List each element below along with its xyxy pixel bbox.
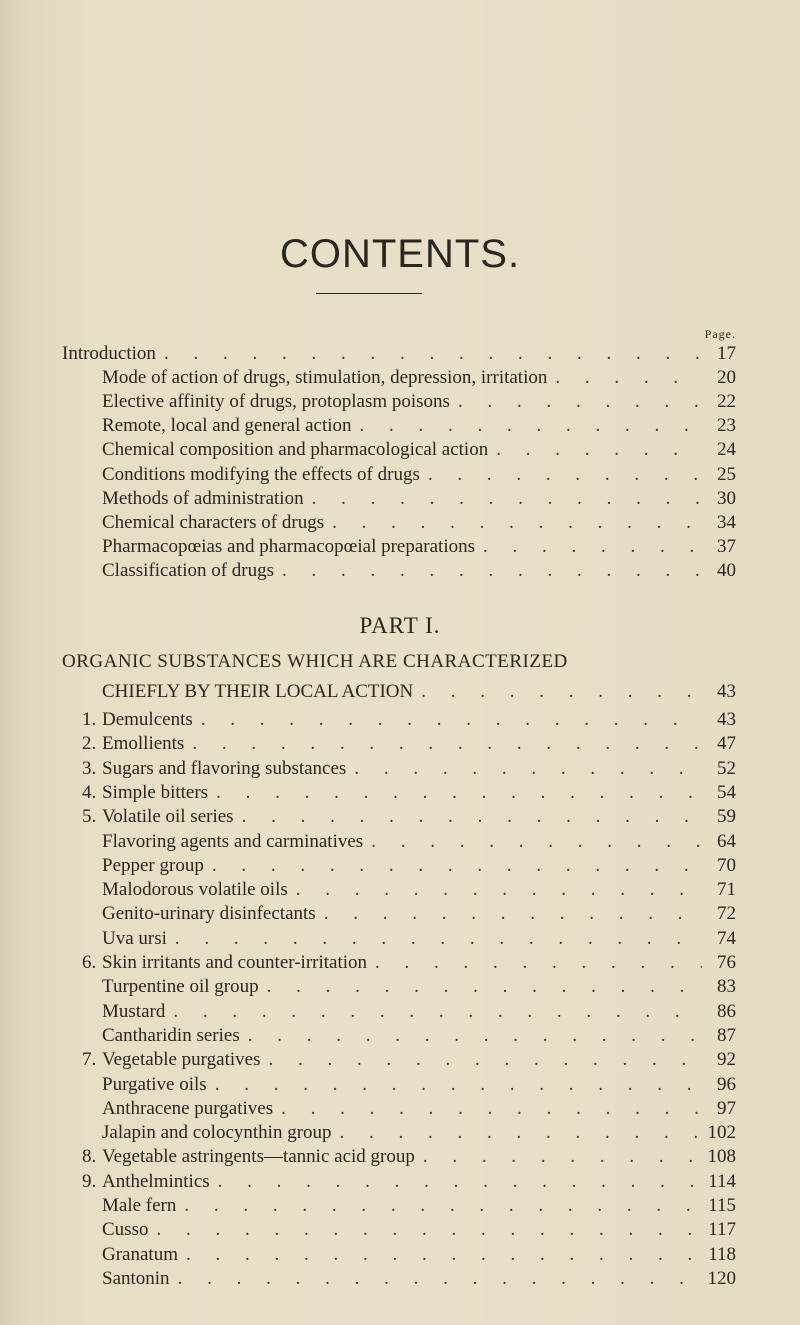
leader-dots: [170, 1266, 702, 1292]
section-heading-page: 43: [717, 681, 736, 702]
toc-entry-page: 70: [717, 854, 736, 876]
toc-entry-page: 40: [717, 559, 736, 581]
toc-entry-number: 4.: [82, 781, 97, 803]
leader-dots: [488, 437, 702, 463]
toc-entry: [102, 1120, 736, 1146]
toc-entry-label: Vegetable purgatives: [102, 1049, 261, 1071]
toc-entry-label: Introduction: [62, 343, 156, 364]
leader-dots: [207, 1072, 702, 1098]
leader-dots: [204, 853, 702, 879]
toc-entry: [82, 804, 736, 830]
toc-entry: [102, 462, 736, 488]
toc-entry-number: 8.: [82, 1146, 97, 1168]
toc-entry-label: Pepper group: [102, 854, 204, 876]
toc-entry: [102, 534, 736, 560]
toc-entry: [82, 1169, 736, 1195]
toc-entry-page: 34: [717, 511, 736, 533]
toc-entry: [102, 365, 736, 391]
section-heading-line1: ORGANIC SUBSTANCES WHICH ARE CHARACTERIZED: [62, 651, 568, 672]
toc-entry-page: 74: [717, 927, 736, 949]
toc-entry-page: 59: [717, 806, 736, 828]
leader-dots: [260, 1047, 702, 1073]
toc-entry: [82, 707, 736, 733]
toc-entry: [82, 780, 736, 806]
leader-dots: [324, 510, 702, 536]
toc-entry: [102, 1023, 736, 1049]
toc-entry: [102, 999, 736, 1025]
leader-dots: [167, 926, 702, 952]
toc-entry-page: 92: [717, 1049, 736, 1071]
toc-entry-page: 117: [708, 1219, 736, 1241]
toc-entry: [102, 974, 736, 1000]
toc-entry-label: Uva ursi: [102, 927, 167, 949]
toc-entry-label: Cusso: [102, 1219, 149, 1241]
leader-dots: [240, 1023, 702, 1049]
leader-dots: [259, 974, 702, 1000]
toc-entry-page: 43: [717, 709, 736, 730]
toc-entry-number: 3.: [82, 757, 97, 779]
leader-dots: [547, 365, 702, 391]
toc-entry-label: Jalapin and colocynthin group: [102, 1122, 332, 1144]
leader-dots: [176, 1193, 702, 1219]
toc-entry: [102, 853, 736, 879]
toc-entry-page: 37: [717, 535, 736, 557]
leader-dots: [156, 341, 702, 367]
toc-entry: [102, 413, 736, 439]
toc-entry-label: Male fern: [102, 1195, 177, 1216]
leader-dots: [148, 1217, 702, 1243]
toc-entry: [102, 901, 736, 927]
toc-entry-label: Turpentine oil group: [102, 976, 259, 998]
toc-entry-page: 96: [717, 1073, 736, 1095]
leader-dots: [367, 950, 702, 976]
toc-entry-label: Mode of action of drugs, stimulation, depression, irritation: [102, 367, 548, 389]
toc-entry-label: Remote, local and general action: [102, 415, 352, 437]
toc-entry: [102, 1096, 736, 1122]
toc-entry-page: 23: [717, 415, 736, 437]
toc-entry-page: 102: [707, 1122, 736, 1144]
toc-entry-label: Cantharidin series: [102, 1024, 240, 1046]
toc-entry-page: 118: [708, 1243, 736, 1265]
toc-entry-page: 30: [717, 487, 736, 509]
leader-dots: [234, 804, 702, 830]
toc-entry: [102, 486, 736, 512]
leader-dots: [413, 679, 702, 705]
toc-entry: [102, 926, 736, 952]
toc-entry-page: 20: [717, 367, 736, 389]
toc-entry: [102, 1193, 736, 1219]
toc-entry-label: Purgative oils: [102, 1073, 207, 1095]
toc-entry: [102, 1266, 736, 1292]
leader-dots: [193, 707, 702, 733]
toc-entry: [82, 1047, 736, 1073]
toc-entry-page: 22: [717, 391, 736, 413]
toc-entry-page: 86: [717, 1000, 736, 1022]
section-heading-line2: CHIEFLY BY THEIR LOCAL ACTION: [102, 681, 414, 702]
toc-entry-label: Pharmacopœias and pharmacopœial preparations: [102, 535, 476, 557]
toc-entry-page: 47: [717, 733, 736, 755]
leader-dots: [208, 780, 702, 806]
toc-entry-page: 71: [717, 879, 736, 901]
toc-entry: [82, 756, 736, 782]
page-column-label: Page.: [704, 327, 736, 341]
toc-entry: [102, 877, 736, 903]
toc-entry-page: 76: [717, 952, 736, 973]
toc-entry-page: 25: [717, 463, 736, 485]
toc-entry: [82, 1144, 736, 1170]
toc-entry-label: Malodorous volatile oils: [102, 879, 288, 901]
toc-entry-page: 108: [707, 1146, 736, 1168]
toc-entry-number: 6.: [82, 952, 97, 973]
toc-entry-page: 54: [717, 781, 736, 803]
toc-entry-label: Volatile oil series: [102, 806, 234, 828]
toc-entry: [102, 558, 736, 584]
page-title: CONTENTS.: [279, 232, 521, 276]
toc-entry-label: Flavoring agents and carminatives: [102, 830, 364, 852]
toc-entry-label: Vegetable astringents—tannic acid group: [102, 1146, 415, 1168]
section-heading-line2-row: [102, 679, 736, 705]
toc-entry: [82, 950, 736, 976]
toc-entry-label: Elective affinity of drugs, protoplasm poisons: [102, 391, 450, 413]
toc-entry-page: 120: [707, 1267, 736, 1289]
leader-dots: [274, 558, 702, 584]
toc-entry-page: 72: [717, 903, 736, 925]
leader-dots: [273, 1096, 702, 1122]
toc-entry-label: Genito-urinary disinfectants: [102, 903, 316, 925]
toc-entry: [62, 341, 736, 367]
leader-dots: [420, 462, 702, 488]
leader-dots: [332, 1120, 702, 1146]
toc-entry-page: 64: [717, 830, 736, 852]
leader-dots: [288, 877, 702, 903]
leader-dots: [178, 1242, 702, 1268]
toc-entry-label: Classification of drugs: [102, 559, 275, 581]
toc-entry: [102, 437, 736, 463]
leader-dots: [346, 756, 702, 782]
toc-entry-page: 114: [708, 1170, 736, 1192]
toc-entry-page: 83: [717, 976, 736, 998]
toc-entry: [102, 1217, 736, 1243]
toc-entry: [82, 731, 736, 757]
toc-entry-number: 2.: [82, 733, 97, 755]
toc-entry-label: Granatum: [102, 1243, 178, 1265]
toc-entry: [102, 1072, 736, 1098]
toc-entry-page: 52: [717, 757, 736, 779]
toc-entry: [102, 389, 736, 415]
leader-dots: [210, 1169, 702, 1195]
leader-dots: [165, 999, 702, 1025]
toc-entry-page: 17: [717, 343, 736, 364]
toc-entry: [102, 1242, 736, 1268]
toc-entry-label: Conditions modifying the effects of drugs: [102, 463, 420, 485]
part-heading: PART I.: [359, 613, 441, 638]
toc-entry-label: Mustard: [102, 1000, 166, 1022]
toc-entry-number: 7.: [82, 1049, 97, 1071]
leader-dots: [363, 829, 702, 855]
toc-entry-page: 87: [717, 1024, 736, 1046]
leader-dots: [352, 413, 702, 439]
toc-entry-number: 1.: [82, 709, 97, 730]
toc-entry-page: 24: [717, 439, 736, 461]
toc-entry-label: Chemical composition and pharmacological action: [102, 439, 489, 461]
toc-entry-label: Anthracene purgatives: [102, 1097, 274, 1119]
toc-entry-label: Sugars and flavoring substances: [102, 757, 347, 779]
leader-dots: [304, 486, 702, 512]
leader-dots: [184, 731, 702, 757]
leader-dots: [415, 1144, 702, 1170]
title-rule: [316, 293, 422, 294]
toc-entry: [102, 510, 736, 536]
toc-entry-number: 5.: [82, 806, 97, 828]
leader-dots: [316, 901, 702, 927]
toc-entry-label: Chemical characters of drugs: [102, 511, 325, 533]
leader-dots: [475, 534, 702, 560]
toc-entry-label: Anthelmintics: [102, 1170, 210, 1192]
toc-entry-label: Methods of administration: [102, 487, 304, 509]
toc-entry-label: Santonin: [102, 1267, 170, 1289]
toc-entry-number: 9.: [82, 1170, 97, 1192]
toc-entry-page: 97: [717, 1097, 736, 1119]
toc-entry-label: Skin irritants and counter-irritation: [102, 952, 368, 973]
toc-entry-label: Simple bitters: [102, 781, 209, 803]
leader-dots: [450, 389, 702, 415]
toc-entry-label: Demulcents: [102, 709, 193, 730]
toc-entry-label: Emollients: [102, 733, 185, 755]
toc-entry: [102, 829, 736, 855]
toc-entry-page: 115: [708, 1195, 736, 1216]
